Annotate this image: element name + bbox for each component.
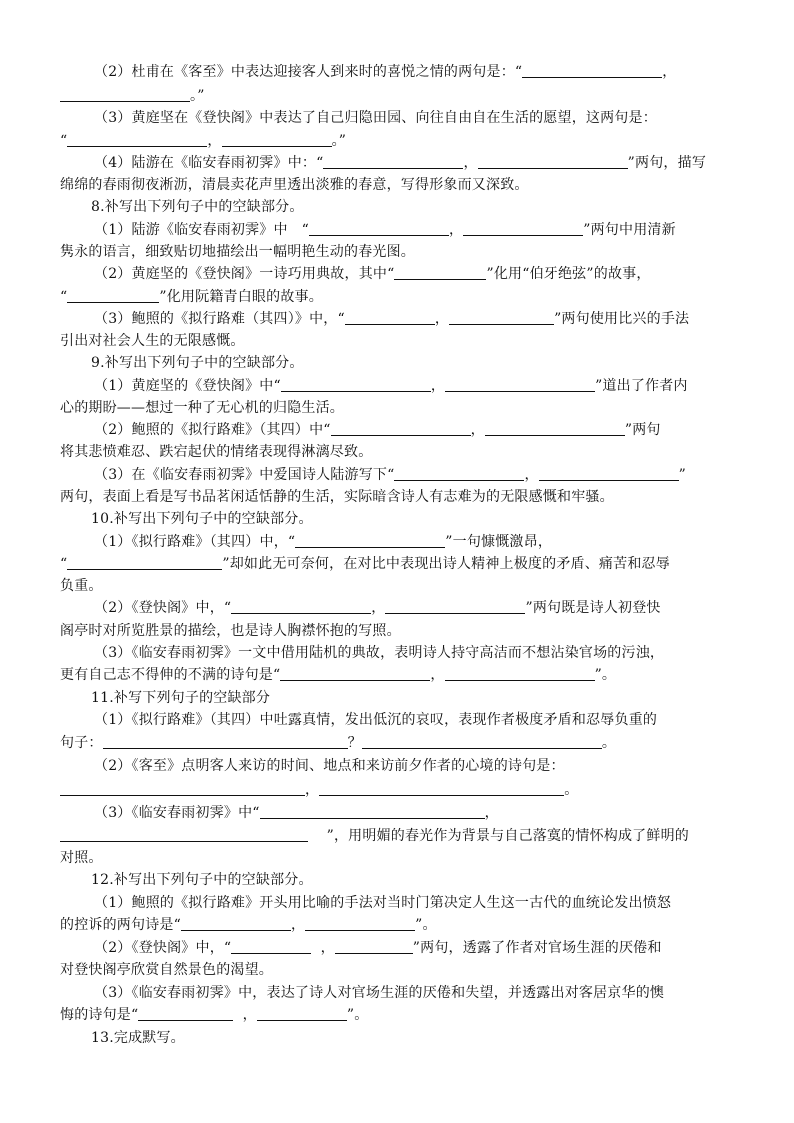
text-line: （2）杜甫在《客至》中表达迎接客人到来时的喜悦之情的两句是：“ ，: [94, 64, 677, 80]
question-heading: 8.补写出下列句子中的空缺部分。: [91, 199, 304, 215]
text-line: （2）《登快阁》中，“ ， ”两句，透露了作者对官场生涯的厌倦和: [94, 940, 662, 956]
text-line: （2）《登快阁》中，“ ， ”两句既是诗人初登快: [94, 600, 661, 616]
text-line: 更有自己志不得伸的不满的诗句是“ ， ”。: [60, 667, 617, 683]
text-line: （1）黄庭坚的《登快阁》中“ ， ”道出了作者内: [94, 378, 688, 394]
text-line: 阁亭时对所览胜景的描绘，也是诗人胸襟怀抱的写照。: [60, 623, 401, 639]
question-heading: 12.补写出下列句子中的空缺部分。: [91, 872, 313, 888]
text-line: （2）鲍照的《拟行路难》（其四）中“ ， ”两句: [94, 422, 661, 438]
text-line: “ ”化用阮籍青白眼的故事。: [60, 289, 323, 305]
text-line: （1）鲍照的《拟行路难》开头用比喻的手法对当时门第决定人生这一古代的血统论发出愤怒: [94, 895, 672, 911]
text-line: “ ， 。”: [60, 133, 347, 149]
text-line: （4）陆游在《临安春雨初霁》中：“ ， ”两句，描写: [94, 155, 707, 171]
text-line: （3）《临安春雨初霁》中“ ，: [94, 805, 499, 821]
text-line: （2）黄庭坚的《登快阁》一诗巧用典故，其中“ ”化用“伯牙绝弦”的故事，: [94, 266, 651, 282]
text-line: （3）在《临安春雨初霁》中爱国诗人陆游写下“ ， ”: [94, 467, 687, 483]
text-line: 。”: [60, 86, 740, 106]
text-line: （3）鲍照的《拟行路难（其四）》中，“ ， ”两句使用比兴的手法: [94, 311, 690, 327]
text-line: （1）《拟行路难》（其四）中，“ ”一句慷慨激昂，: [94, 534, 553, 550]
question-heading: 13.完成默写。: [91, 1030, 185, 1046]
text-line: （2）《客至》点明客人来访的时间、地点和来访前夕作者的心境的诗句是：: [94, 758, 565, 774]
text-line: “ ”却如此无可奈何，在对比中表现出诗人精神上极度的矛盾、痛苦和忍辱: [60, 556, 670, 572]
text-line: 两句，表面上看是写书品茗闲适恬静的生活，实际暗含诗人有志难为的无限感慨和牢骚。: [60, 489, 614, 505]
text-line: 的控诉的两句诗是“ ， ”。: [60, 917, 437, 933]
text-line: （1）陆游《临安春雨初霁》中 “ ， ”两句中用清新: [94, 222, 676, 238]
text-line: （3）《临安春雨初霁》中，表达了诗人对官场生涯的厌倦和失望，并透露出对客居京华的懊: [94, 985, 665, 1001]
text-line: 悔的诗句是“ ， ”。: [60, 1007, 369, 1023]
question-heading: 10.补写出下列句子中的空缺部分。: [91, 511, 313, 527]
text-line: 将其悲愤难忍、跌宕起伏的情绪表现得淋漓尽致。: [60, 444, 373, 460]
text-line: ”，用明媚的春光作为背景与自己落寞的情怀构成了鲜明的: [60, 826, 740, 846]
text-line: 隽永的语言，细致贴切地描绘出一幅明艳生动的春光图。: [60, 244, 415, 260]
text-line: （1）《拟行路难》（其四）中吐露真情，发出低沉的哀叹，表现作者极度矛盾和忍辱负重的: [94, 712, 658, 728]
text-line: 绵绵的春雨彻夜淅沥，清晨卖花声里透出淡雅的春意，写得形象而又深致。: [60, 177, 529, 193]
text-line: 负重。: [60, 578, 103, 594]
text-line: 对照。: [60, 850, 103, 866]
question-heading: 9.补写出下列句子中的空缺部分。: [91, 355, 304, 371]
text-line: （3）《临安春雨初霁》一文中借用陆机的典故，表明诗人持守高洁而不想沾染官场的污浊，: [94, 645, 665, 661]
text-line: 句子： ？ 。: [60, 735, 617, 751]
text-line: 心的期盼——想过一种了无心机的归隐生活。: [60, 400, 344, 416]
question-heading: 11.补写下列句子的空缺部分: [91, 690, 271, 706]
text-line: （3）黄庭坚在《登快阁》中表达了自己归隐田园、向往自由自在生活的愿望，这两句是：: [94, 110, 657, 126]
text-line: ， 。: [60, 780, 740, 800]
text-line: 对登快阁亭欣赏自然景色的渴望。: [60, 962, 273, 978]
text-line: 引出对社会人生的无限感慨。: [60, 333, 245, 349]
